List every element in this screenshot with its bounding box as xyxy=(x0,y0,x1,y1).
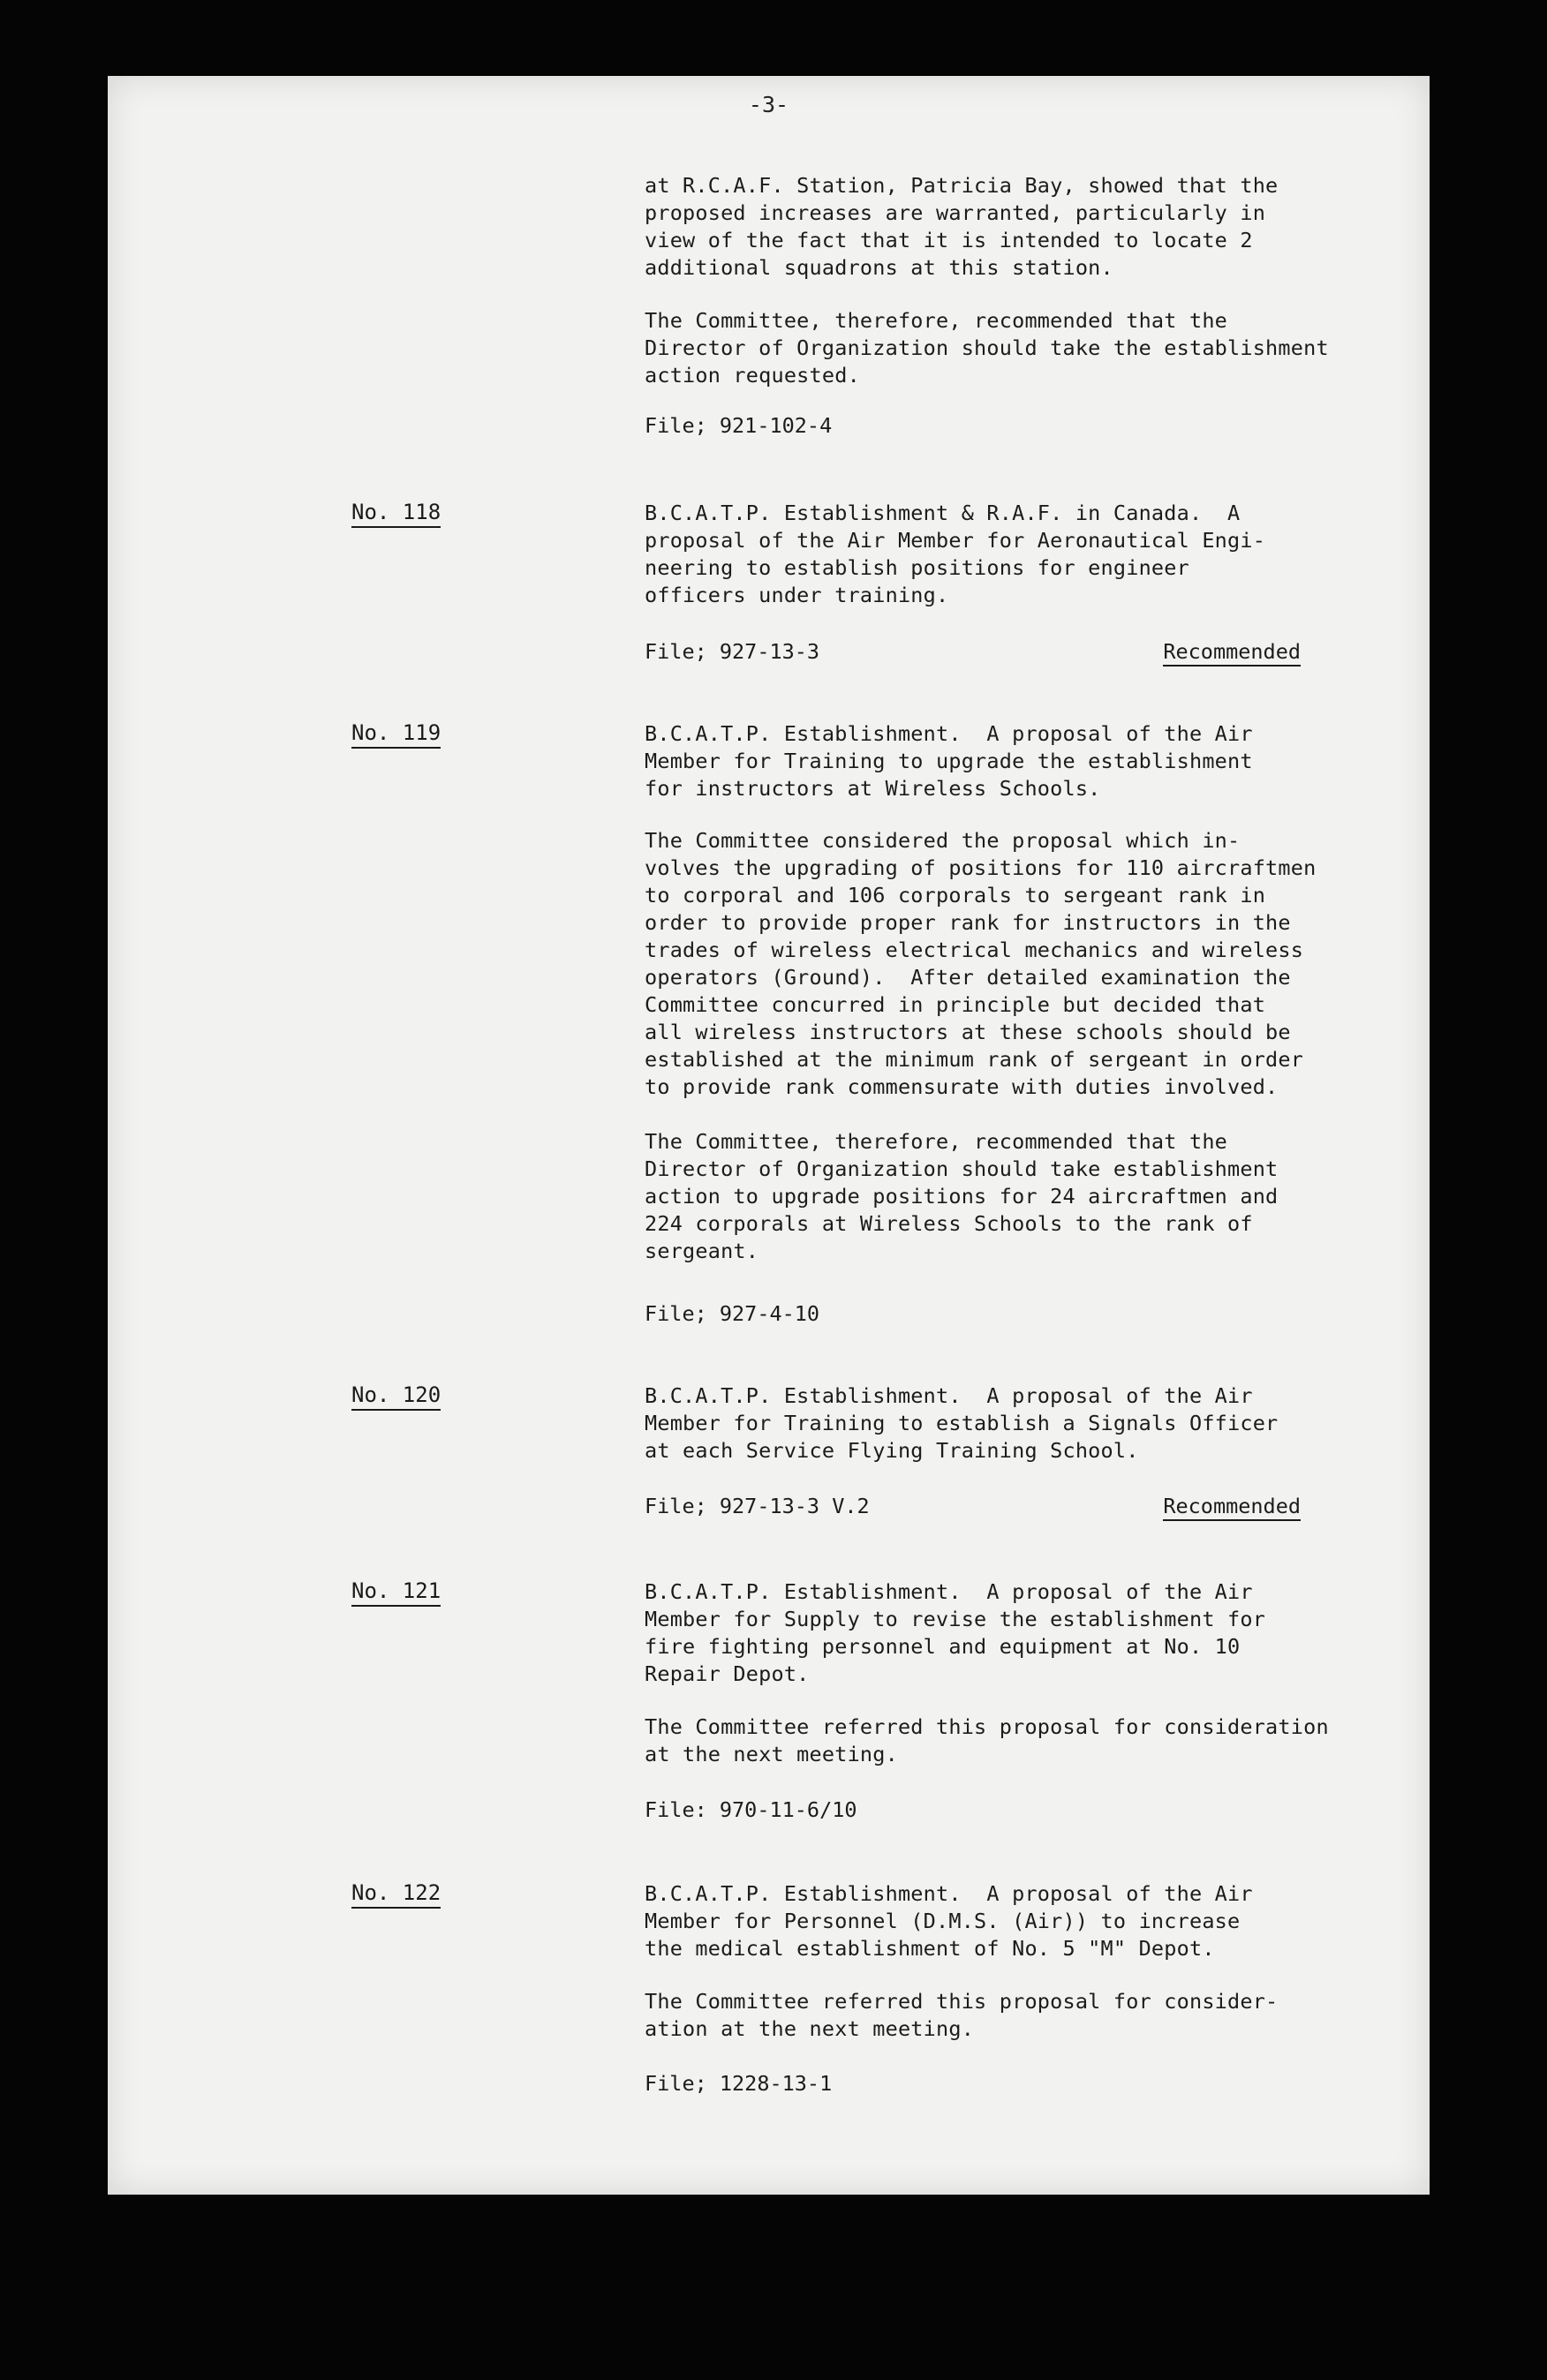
item-paragraph: B.C.A.T.P. Establishment & R.A.F. in Canada. A proposal of the Air Member for Aeronautical Engi- neering to establish positions for engineer officers under training. xyxy=(645,501,1266,607)
item-paragraph: B.C.A.T.P. Establishment. A proposal of the Air Member for Supply to revise the establishment for fire fighting personnel and equipment at No. 10 Repair Depot. xyxy=(645,1579,1266,1686)
item-paragraph: at R.C.A.F. Station, Patricia Bay, showed that the proposed increases are warranted, particularly in view of the fact that it is intended to locate 2 additional squadrons at this station. xyxy=(645,173,1279,280)
file-reference: File: 970-11-6/10 xyxy=(645,1797,857,1822)
file-reference: File; 927-13-3 xyxy=(645,639,820,664)
file-reference: File; 921-102-4 xyxy=(645,413,833,438)
item-paragraph: B.C.A.T.P. Establishment. A proposal of the Air Member for Personnel (D.M.S. (Air)) to increase the medical establishment of No. 5 "M" Depot. xyxy=(645,1881,1253,1961)
file-reference: File; 1228-13-1 xyxy=(645,2071,833,2096)
page-number: -3- xyxy=(748,92,789,117)
item-number: No. 119 xyxy=(351,720,441,749)
file-reference: File; 927-4-10 xyxy=(645,1301,820,1326)
item-number: No. 120 xyxy=(351,1382,441,1411)
item-paragraph: The Committee, therefore, recommended that the Director of Organization should take the establishment action requested. xyxy=(645,308,1329,388)
item-number: No. 118 xyxy=(351,500,441,528)
item-paragraph: The Committee, therefore, recommended that the Director of Organization should take establishment action to upgrade positions for 24 aircraftmen and 224 corporals at Wireless Schools to the rank of sergeant. xyxy=(645,1129,1279,1263)
item-number: No. 121 xyxy=(351,1578,441,1607)
item-paragraph: B.C.A.T.P. Establishment. A proposal of the Air Member for Training to establish a Signals Officer at each Service Flying Training School. xyxy=(645,1383,1279,1463)
item-paragraph: The Committee referred this proposal for consideration at the next meeting. xyxy=(645,1714,1329,1766)
item-number: No. 122 xyxy=(351,1880,441,1909)
item-paragraph: The Committee referred this proposal for consider- ation at the next meeting. xyxy=(645,1989,1279,2041)
recommended-status: Recommended xyxy=(1163,639,1301,667)
item-paragraph: The Committee considered the proposal which in- volves the upgrading of positions for 110 aircraftmen to corporal and 106 corporals to sergeant rank in order to provide proper rank for instructors in the trades of wireless electrical mechanics and wireless operators (Ground). After detailed examination the Committee concurred in principle but decided that all wireless instructors at these schools should be established at the minimum rank of sergeant in order to provide rank commensurate with duties involved. xyxy=(645,828,1317,1099)
file-reference: File; 927-13-3 V.2 xyxy=(645,1494,870,1518)
recommended-status: Recommended xyxy=(1163,1494,1301,1521)
document-page xyxy=(108,76,1430,2195)
item-paragraph: B.C.A.T.P. Establishment. A proposal of the Air Member for Training to upgrade the establishment for instructors at Wireless Schools. xyxy=(645,721,1253,801)
